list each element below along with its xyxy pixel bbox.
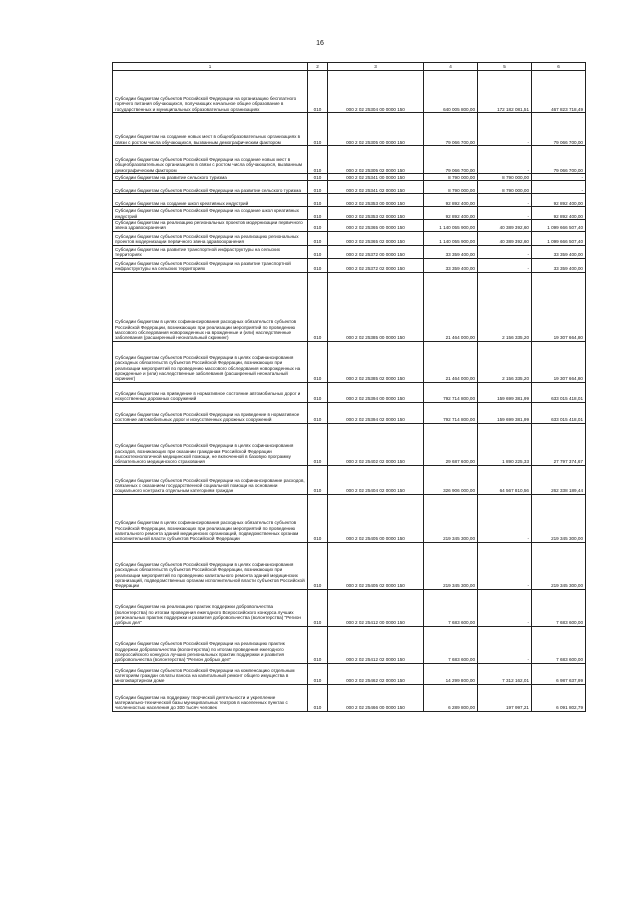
row-kbk: 000 2 02 25372 02 0000 150: [328, 258, 424, 272]
table-row: [113, 71, 586, 113]
row-kbk: 000 2 02 25305 00 0000 150: [328, 113, 424, 146]
row-name: Субсидии бюджетам на развитие транспортной инфраструктуры на сельских территориях: [113, 245, 308, 258]
row-unexecuted: 79 066 700,00: [532, 113, 586, 146]
row-code: 010: [308, 684, 328, 711]
row-unexecuted: 33 359 400,00: [532, 245, 586, 258]
row-code: 010: [308, 382, 328, 402]
row-executed: 159 699 381,99: [478, 382, 532, 402]
row-executed: 40 389 392,60: [478, 220, 532, 232]
row-approved: 6 289 800,00: [424, 684, 478, 711]
table-row: [113, 194, 586, 207]
table-row: [113, 272, 586, 341]
row-code: 010: [308, 207, 328, 220]
row-code: 010: [308, 146, 328, 174]
row-approved: 14 299 800,00: [424, 663, 478, 684]
row-unexecuted: 92 892 400,00: [532, 194, 586, 207]
row-unexecuted: 633 015 418,01: [532, 382, 586, 402]
row-name: Субсидии бюджетам субъектов Российской Федерации на софинансирование расходов, связанных с оказанием государственной социальной помощи на основании социального контракта отдельным категориям граждан: [113, 465, 308, 494]
row-kbk: 000 2 02 25304 00 0000 150: [328, 71, 424, 113]
row-unexecuted: 92 892 400,00: [532, 207, 586, 220]
row-kbk: 000 2 02 25365 00 0000 150: [328, 220, 424, 232]
row-name: Субсидии бюджетам на создание новых мест в общеобразовательных организациях в связи с ростом числа обучающихся, вызванным демографическим фактором: [113, 113, 308, 146]
row-unexecuted: 6 987 637,99: [532, 663, 586, 684]
row-name: Субсидии бюджетам в целях софинансирования расходных обязательств субъектов Российской Федерации, возникающих при реализации мероприятий по проведению капитального ремонта зданий медицинских организаций, подведомственных органам исполнительной власти субъектов Российской Федерации: [113, 494, 308, 542]
column-header: 6: [532, 63, 586, 71]
row-approved: 219 345 300,00: [424, 542, 478, 589]
table-row: [113, 626, 586, 663]
row-executed: 8 790 000,00: [478, 181, 532, 194]
row-name: Субсидии бюджетам на поддержку творческой деятельности и укрепление материально-технической базы муниципальных театров в населенных пунктах с численностью населения до 300 тысяч человек: [113, 684, 308, 711]
row-unexecuted: -: [532, 181, 586, 194]
row-unexecuted: 262 338 189,44: [532, 465, 586, 494]
column-header: 2: [308, 63, 328, 71]
column-header: 5: [478, 63, 532, 71]
row-executed: -: [478, 194, 532, 207]
row-kbk: 000 2 02 25462 02 0000 150: [328, 663, 424, 684]
row-executed: -: [478, 245, 532, 258]
row-kbk: 000 2 02 25305 02 0000 150: [328, 146, 424, 174]
table-row: [113, 589, 586, 626]
row-code: 010: [308, 494, 328, 542]
row-executed: 159 699 381,99: [478, 402, 532, 423]
row-kbk: 000 2 02 25466 00 0000 150: [328, 684, 424, 711]
row-approved: 7 683 600,00: [424, 589, 478, 626]
row-code: 010: [308, 542, 328, 589]
row-executed: 2 156 335,20: [478, 341, 532, 382]
row-executed: -: [478, 494, 532, 542]
table-row: [113, 181, 586, 194]
row-name: Субсидии бюджетам в целях софинансирования расходных обязательств субъектов Российской Федерации, возникающих при реализации мероприятий по проведению массового обследования новорожденных на врожденные и (или) наследственные заболевания (расширенный неонатальный скрининг): [113, 272, 308, 341]
row-code: 010: [308, 402, 328, 423]
row-approved: 79 066 700,00: [424, 113, 478, 146]
row-code: 010: [308, 626, 328, 663]
row-code: 010: [308, 465, 328, 494]
row-code: 010: [308, 589, 328, 626]
row-executed: -: [478, 207, 532, 220]
row-name: Субсидии бюджетам субъектов Российской Федерации на развитие транспортной инфраструктуры на сельских территориях: [113, 258, 308, 272]
row-executed: 2 156 335,20: [478, 272, 532, 341]
row-code: 010: [308, 245, 328, 258]
row-name: Субсидии бюджетам на создание школ креативных индустрий: [113, 194, 308, 207]
row-code: 010: [308, 220, 328, 232]
table-row: [113, 245, 586, 258]
row-approved: 792 714 800,00: [424, 402, 478, 423]
row-unexecuted: 7 683 600,00: [532, 626, 586, 663]
row-name: Субсидии бюджетам субъектов Российской Федерации в целях софинансирования расходных обязательств субъектов Российской Федерации, возникающих при реализации мероприятий по проведению капитального ремонта зданий медицинских организаций, подведомственных органам исполнительной власти субъектов Российской Федерации: [113, 542, 308, 589]
row-approved: 79 066 700,00: [424, 146, 478, 174]
row-unexecuted: 27 797 374,67: [532, 423, 586, 465]
row-code: 010: [308, 258, 328, 272]
row-kbk: 000 2 02 25412 02 0000 150: [328, 626, 424, 663]
row-executed: -: [478, 113, 532, 146]
row-unexecuted: 19 307 664,80: [532, 341, 586, 382]
row-approved: 1 140 055 900,00: [424, 231, 478, 245]
row-approved: 92 892 400,00: [424, 207, 478, 220]
row-kbk: 000 2 02 25353 00 0000 150: [328, 194, 424, 207]
row-approved: 33 359 400,00: [424, 245, 478, 258]
row-kbk: 000 2 02 25394 02 0000 150: [328, 402, 424, 423]
row-approved: 21 464 000,00: [424, 272, 478, 341]
row-approved: 640 005 800,00: [424, 71, 478, 113]
row-name: Субсидии бюджетам на приведение в нормативное состояние автомобильных дорог и искусственных дорожных сооружений: [113, 382, 308, 402]
table-row: [113, 231, 586, 245]
table-row: [113, 465, 586, 494]
table-row: [113, 423, 586, 465]
row-name: Субсидии бюджетам субъектов Российской Федерации в целях софинансирования расходных обязательств субъектов Российской Федерации, возникающих при реализации мероприятий по проведению массового обследования новорожденных на врожденные и (или) наследственные заболевания (расширенный неонатальный скрининг): [113, 341, 308, 382]
row-approved: 92 892 400,00: [424, 194, 478, 207]
row-approved: 219 345 300,00: [424, 494, 478, 542]
row-code: 010: [308, 423, 328, 465]
row-approved: 29 687 600,00: [424, 423, 478, 465]
table-row: [113, 207, 586, 220]
row-code: 010: [308, 272, 328, 341]
row-unexecuted: 467 823 718,49: [532, 71, 586, 113]
row-kbk: 000 2 02 25405 02 0000 150: [328, 542, 424, 589]
row-name: Субсидии бюджетам на реализацию практик поддержки добровольчества (волонтерства) по итогам проведения ежегодного Всероссийского конкурса лучших региональных практик поддержки и развития добровольчества (волонтерства) "Регион добрых дел": [113, 589, 308, 626]
row-executed: 1 890 225,33: [478, 423, 532, 465]
row-unexecuted: -: [532, 174, 586, 181]
row-name: Субсидии бюджетам на развитие сельского туризма: [113, 174, 308, 181]
table-row: [113, 174, 586, 181]
row-executed: -: [478, 146, 532, 174]
row-approved: 1 140 055 900,00: [424, 220, 478, 232]
row-unexecuted: 219 345 300,00: [532, 494, 586, 542]
table-row: [113, 220, 586, 232]
row-executed: 172 182 081,51: [478, 71, 532, 113]
row-kbk: 000 2 02 25365 02 0000 150: [328, 231, 424, 245]
row-unexecuted: 6 091 802,79: [532, 684, 586, 711]
table-row: [113, 663, 586, 684]
row-executed: 7 312 162,01: [478, 663, 532, 684]
row-code: 010: [308, 194, 328, 207]
row-executed: 40 389 392,60: [478, 231, 532, 245]
row-unexecuted: 1 099 666 507,40: [532, 231, 586, 245]
table-row: [113, 402, 586, 423]
row-name: Субсидии бюджетам субъектов Российской Федерации на создание школ креативных индустрий: [113, 207, 308, 220]
table-header-row: [113, 63, 586, 71]
row-kbk: 000 2 02 25404 02 0000 150: [328, 465, 424, 494]
budget-table: [112, 62, 586, 712]
row-kbk: 000 2 02 25394 00 0000 150: [328, 382, 424, 402]
row-code: 010: [308, 231, 328, 245]
row-executed: -: [478, 589, 532, 626]
table-row: [113, 146, 586, 174]
row-unexecuted: 19 307 664,80: [532, 272, 586, 341]
row-code: 010: [308, 113, 328, 146]
table-row: [113, 341, 586, 382]
row-kbk: 000 2 02 25385 00 0000 150: [328, 272, 424, 341]
row-unexecuted: 7 683 600,00: [532, 589, 586, 626]
row-kbk: 000 2 02 25405 00 0000 150: [328, 494, 424, 542]
row-unexecuted: 33 359 400,00: [532, 258, 586, 272]
table-row: [113, 684, 586, 711]
row-name: Субсидии бюджетам субъектов Российской Федерации на реализацию практик поддержки добровольчества (волонтерства) по итогам проведения ежегодного Всероссийского конкурса лучших региональных практик поддержки и развития добровольчества (волонтерства) "Регион добрых дел": [113, 626, 308, 663]
table-row: [113, 494, 586, 542]
row-code: 010: [308, 174, 328, 181]
table-row: [113, 542, 586, 589]
row-executed: -: [478, 258, 532, 272]
row-kbk: 000 2 02 25353 02 0000 150: [328, 207, 424, 220]
row-code: 010: [308, 181, 328, 194]
row-code: 010: [308, 71, 328, 113]
row-kbk: 000 2 02 25385 02 0000 150: [328, 341, 424, 382]
row-approved: 8 790 000,00: [424, 181, 478, 194]
row-name: Субсидии бюджетам субъектов Российской Федерации на организацию бесплатного горячего питания обучающихся, получающих начальное общее образование в государственных и муниципальных образовательных организациях: [113, 71, 308, 113]
row-kbk: 000 2 02 25341 02 0000 150: [328, 181, 424, 194]
row-code: 010: [308, 341, 328, 382]
row-name: Субсидии бюджетам субъектов Российской Федерации в целях софинансирования расходов, возникающих при оказании гражданам Российской Федерации высокотехнологичной медицинской помощи, не включенной в базовую программу обязательного медицинского страхования: [113, 423, 308, 465]
row-approved: 33 359 400,00: [424, 258, 478, 272]
row-unexecuted: 633 015 418,01: [532, 402, 586, 423]
row-name: Субсидии бюджетам на реализацию региональных проектов модернизации первичного звена здравоохранения: [113, 220, 308, 232]
column-header: 4: [424, 63, 478, 71]
row-approved: 7 683 600,00: [424, 626, 478, 663]
row-kbk: 000 2 02 25372 00 0000 150: [328, 245, 424, 258]
page-number: 16: [316, 40, 324, 47]
row-executed: 8 790 000,00: [478, 174, 532, 181]
row-name: Субсидии бюджетам субъектов Российской Федерации на компенсацию отдельным категориям граждан оплаты взноса на капитальный ремонт общего имущества в многоквартирном доме: [113, 663, 308, 684]
row-executed: 197 997,21: [478, 684, 532, 711]
row-approved: 8 790 000,00: [424, 174, 478, 181]
row-kbk: 000 2 02 25341 00 0000 150: [328, 174, 424, 181]
row-approved: 792 714 800,00: [424, 382, 478, 402]
row-unexecuted: 219 345 300,00: [532, 542, 586, 589]
row-executed: 64 567 810,56: [478, 465, 532, 494]
row-name: Субсидии бюджетам субъектов Российской Федерации на реализацию региональных проектов модернизации первичного звена здравоохранения: [113, 231, 308, 245]
row-name: Субсидии бюджетам субъектов Российской Федерации на создание новых мест в общеобразовательных организациях в связи с ростом числа обучающихся, вызванным демографическим фактором: [113, 146, 308, 174]
row-executed: -: [478, 626, 532, 663]
column-header: 1: [113, 63, 308, 71]
row-executed: -: [478, 542, 532, 589]
row-kbk: 000 2 02 25412 00 0000 150: [328, 589, 424, 626]
row-name: Субсидии бюджетам субъектов Российской Федерации на приведение в нормативное состояние автомобильных дорог и искусственных дорожных сооружений: [113, 402, 308, 423]
table-row: [113, 382, 586, 402]
row-approved: 326 906 000,00: [424, 465, 478, 494]
table-row: [113, 113, 586, 146]
row-approved: 21 464 000,00: [424, 341, 478, 382]
column-header: 3: [328, 63, 424, 71]
row-unexecuted: 79 066 700,00: [532, 146, 586, 174]
row-code: 010: [308, 663, 328, 684]
row-unexecuted: 1 099 666 507,40: [532, 220, 586, 232]
row-name: Субсидии бюджетам субъектов Российской Федерации на развитие сельского туризма: [113, 181, 308, 194]
table-row: [113, 258, 586, 272]
row-kbk: 000 2 02 25402 02 0000 150: [328, 423, 424, 465]
